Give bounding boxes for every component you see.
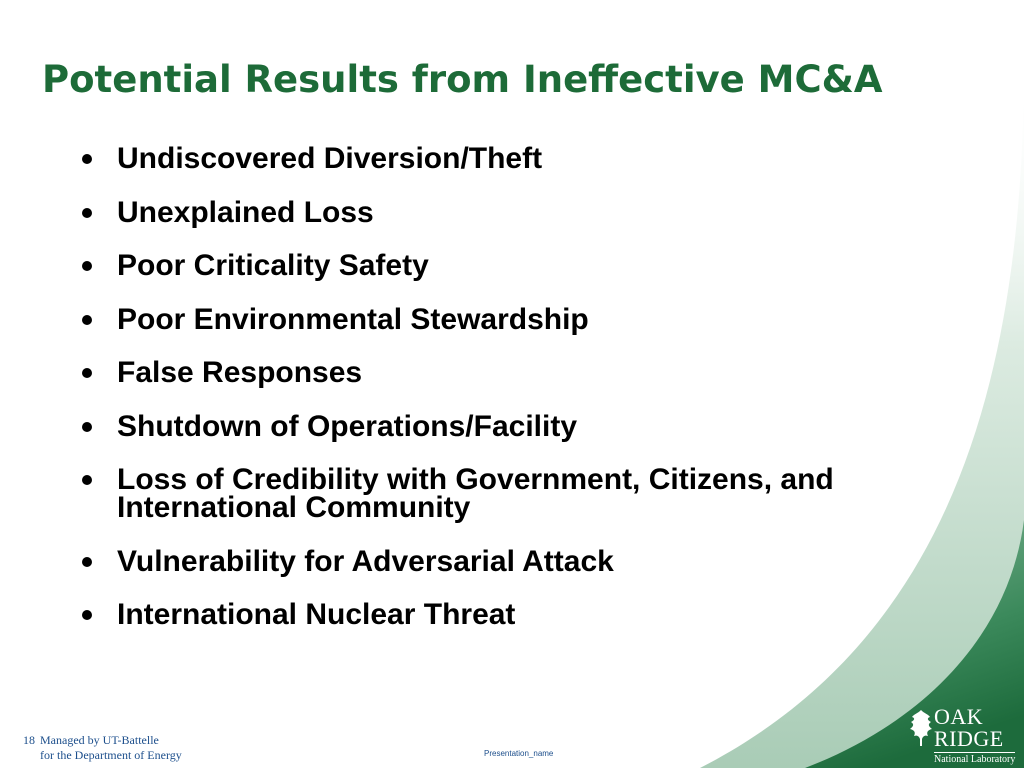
managed-by-line1: Managed by UT-Battelle — [40, 733, 159, 747]
bullet-text: False Responses — [117, 356, 363, 389]
bullet-dot-icon — [82, 475, 92, 485]
logo-wordmark — [934, 706, 1015, 766]
bullet-text: Unexplained Loss — [117, 195, 374, 229]
bullet-dot-icon — [82, 422, 92, 432]
bullet-dot-icon — [82, 368, 92, 378]
bullet-item — [80, 195, 960, 229]
bullet-dot-icon — [82, 261, 92, 271]
oak-leaf-icon — [906, 708, 936, 748]
bullet-item — [80, 249, 960, 282]
bullet-item — [80, 409, 960, 443]
bullet-item — [80, 544, 960, 578]
ornl-logo — [900, 700, 1020, 766]
bullet-text: Poor Environmental Stewardship — [117, 302, 589, 336]
footer-managed-by — [23, 733, 182, 763]
bullet-list — [80, 142, 960, 655]
logo-national-laboratory: National Laboratory — [934, 754, 1016, 765]
bullet-item — [80, 356, 960, 389]
slide-number: 18 — [23, 733, 35, 747]
bullet-text: Loss of Credibility with Government, Citizens, and International Community — [117, 463, 834, 524]
bullet-text: Undiscovered Diversion/Theft — [117, 142, 543, 175]
managed-by-line2: for the Department of Energy — [40, 748, 182, 762]
bullet-text: Shutdown of Operations/Facility — [117, 409, 578, 443]
bullet-text: International Nuclear Threat — [117, 598, 516, 631]
bullet-item — [80, 463, 960, 524]
bullet-dot-icon — [82, 154, 92, 164]
bullet-item — [80, 142, 960, 175]
logo-oak: OAK — [934, 704, 984, 729]
bullet-text: Vulnerability for Adversarial Attack — [117, 544, 614, 578]
bullet-dot-icon — [82, 208, 92, 218]
bullet-dot-icon — [82, 557, 92, 567]
logo-ridge: RIDGE — [934, 726, 1004, 751]
bullet-item — [80, 302, 960, 336]
bullet-item — [80, 598, 960, 631]
slide-title: Potential Results from Ineffective MC&A — [42, 58, 883, 101]
bullet-dot-icon — [82, 610, 92, 620]
presentation-name: Presentation_name — [484, 749, 554, 758]
bullet-text: Poor Criticality Safety — [117, 249, 429, 282]
bullet-dot-icon — [82, 315, 92, 325]
